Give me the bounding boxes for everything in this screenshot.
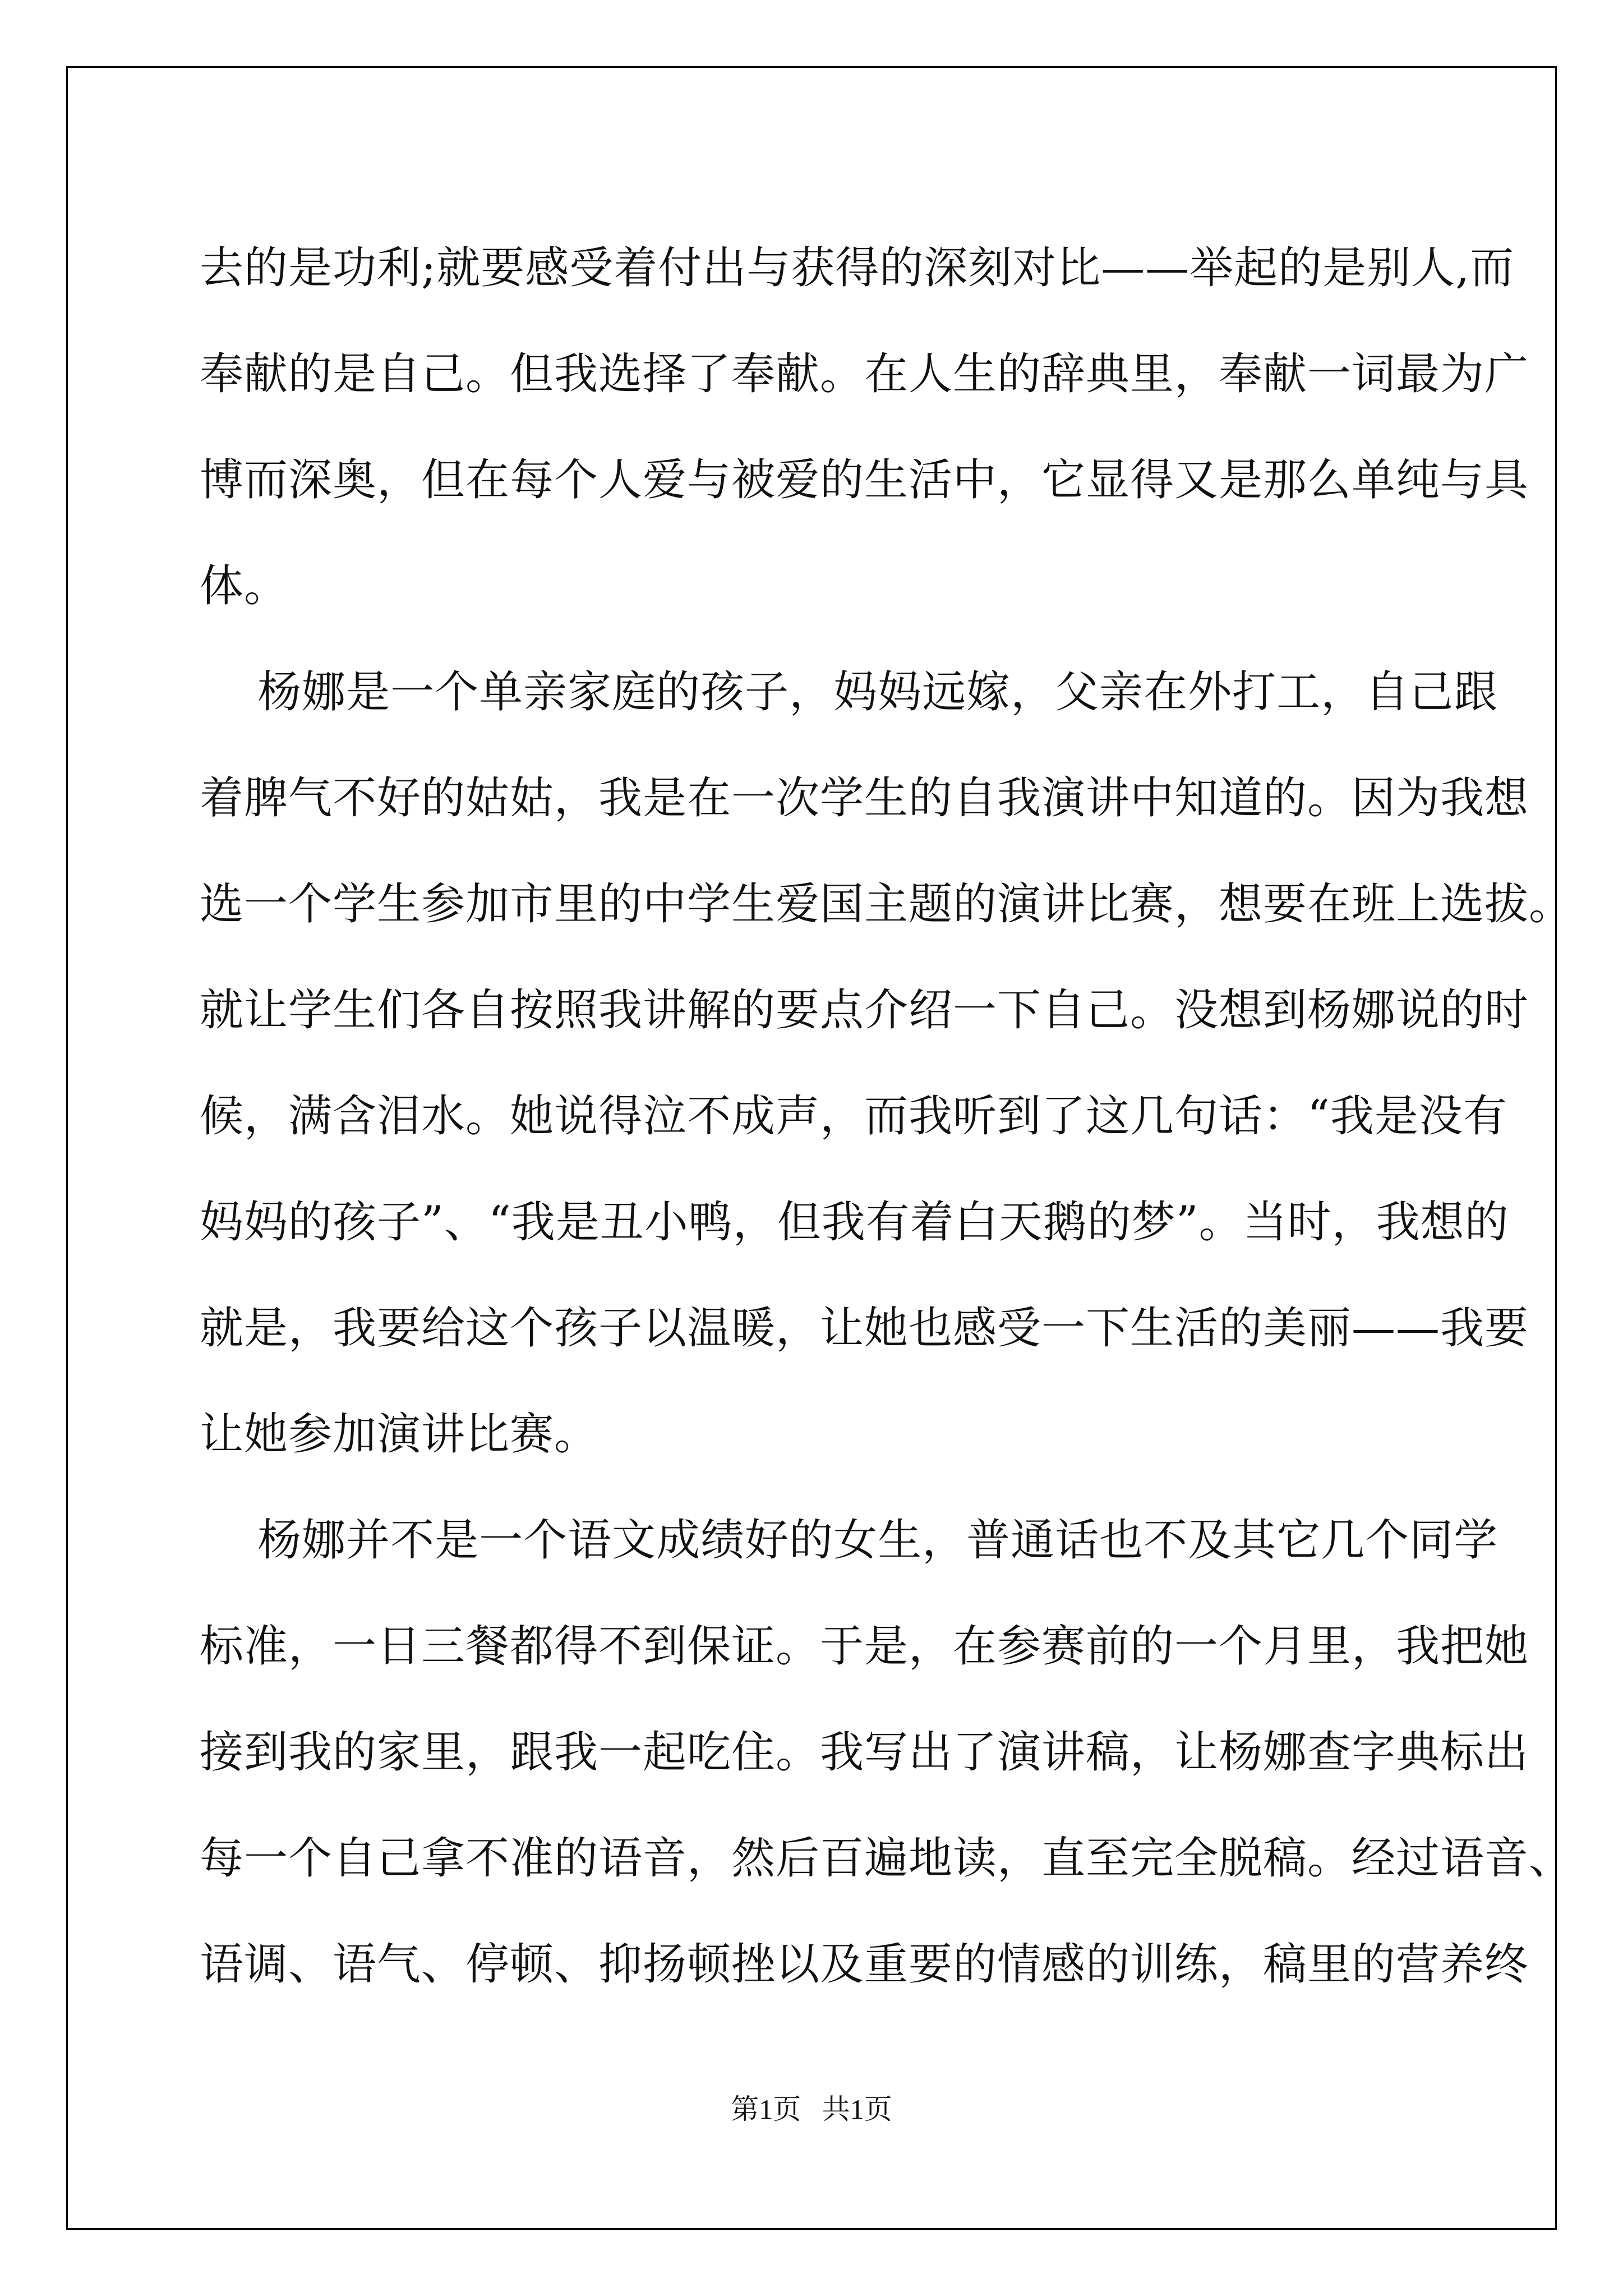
text-line: 体。 [200, 561, 289, 611]
text-line: 语调、语气、停顿、抑扬顿挫以及重要的情感的训练，稿里的营养终 [200, 1939, 1529, 1990]
text-line: 妈妈的孩子”、“我是丑小鸭，但我有着白天鹅的梦”。当时，我想的 [200, 1197, 1509, 1248]
paragraph-start-line: 杨娜并不是一个语文成绩好的女生，普通话也不及其它几个同学 [200, 1515, 1498, 1566]
text-line: 就是，我要给这个孩子以温暖，让她也感受一下生活的美丽——我要 [200, 1303, 1529, 1354]
text-line: 标准，一日三餐都得不到保证。于是，在参赛前的一个月里，我把她 [200, 1621, 1529, 1672]
document-body [200, 215, 1574, 2018]
text-line: 选一个学生参加市里的中学生爱国主题的演讲比赛，想要在班上选拔。 [200, 879, 1574, 930]
text-line: 让她参加演讲比赛。 [200, 1409, 599, 1460]
text-line: 候，满含泪水。她说得泣不成声，而我听到了这几句话：“我是没有 [200, 1091, 1507, 1142]
text-line: 接到我的家里，跟我一起吃住。我写出了演讲稿，让杨娜查字典标出 [200, 1727, 1529, 1778]
page-number-footer: 第1页 共1页 [731, 2093, 892, 2125]
text-line: 就让学生们各自按照我讲解的要点介绍一下自己。没想到杨娜说的时 [200, 985, 1529, 1036]
paragraph-start-line: 杨娜是一个单亲家庭的孩子，妈妈远嫁，父亲在外打工，自己跟 [200, 667, 1498, 717]
text-line: 去的是功利;就要感受着付出与获得的深刻对比——举起的是别人,而 [200, 243, 1515, 293]
text-line: 着脾气不好的姑姑，我是在一次学生的自我演讲中知道的。因为我想 [200, 773, 1529, 823]
text-line: 博而深奥，但在每个人爱与被爱的生活中，它显得又是那么单纯与具 [200, 455, 1529, 505]
text-line: 每一个自己拿不准的语音，然后百遍地读，直至完全脱稿。经过语音、 [200, 1833, 1574, 1884]
text-line: 奉献的是自己。但我选择了奉献。在人生的辞典里，奉献一词最为广 [200, 349, 1529, 399]
